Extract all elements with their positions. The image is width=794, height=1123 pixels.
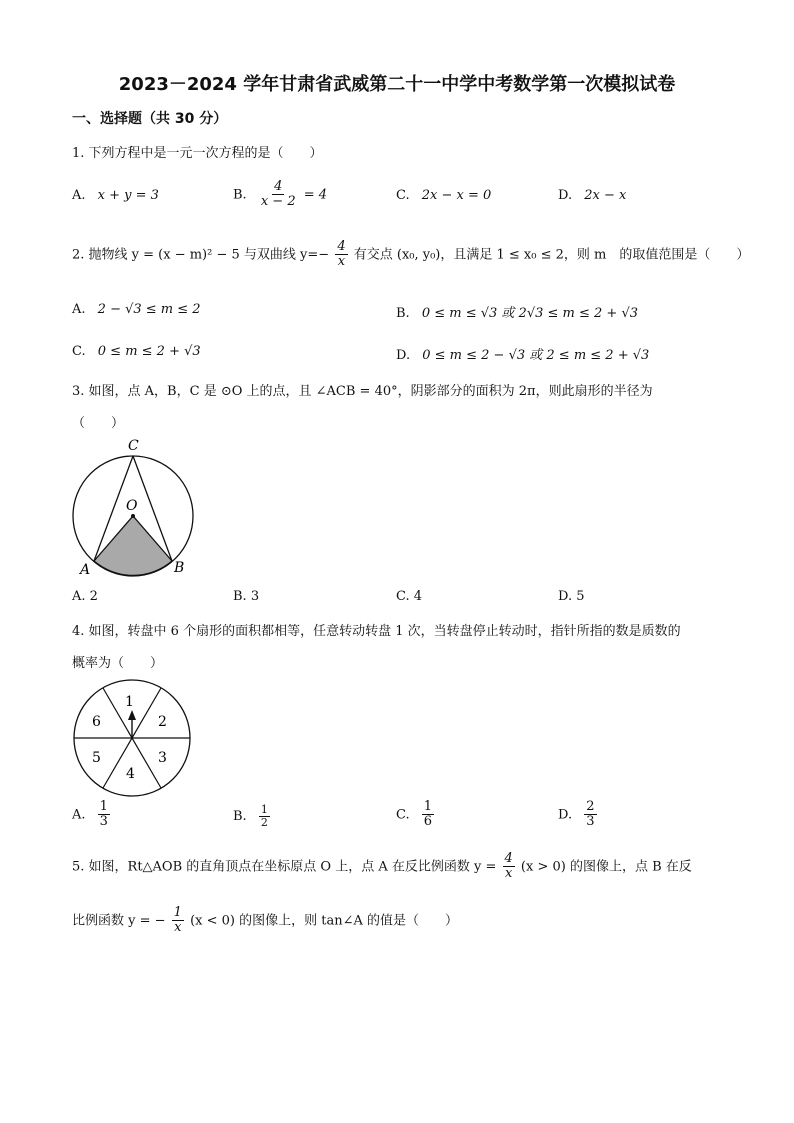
fraction-numerator: 1	[423, 799, 433, 814]
option-label: C.	[72, 344, 86, 359]
fraction-denominator: x	[174, 920, 182, 936]
fraction-numerator: 1	[173, 905, 182, 920]
question-4-stem: 4. 如图，转盘中 6 个扇形的面积都相等，任意转动转盘 1 次，当转盘停止转动时，指针所指的数是质数的	[72, 624, 681, 639]
fraction-numerator: 4	[274, 179, 283, 194]
option-label: A.	[72, 188, 86, 203]
option-text: 0 ≤ m ≤ √3 或 2√3 ≤ m ≤ 2 + √3	[421, 306, 639, 321]
sector-label: 4	[126, 766, 135, 782]
option-label: D.	[396, 348, 411, 363]
label-b: B	[174, 560, 185, 576]
sector-label: 2	[158, 714, 167, 730]
q3-option-a: A. 2	[72, 589, 98, 604]
fraction-numerator: 4	[504, 851, 513, 866]
question-2-stem	[72, 240, 749, 270]
question-3-stem-cont: （ ）	[72, 416, 125, 431]
q1-option-d	[558, 188, 626, 203]
sector-label: 6	[92, 714, 101, 730]
option-label: B.	[233, 187, 247, 203]
option-text: 0 ≤ m ≤ 2 − √3 或 2 ≤ m ≤ 2 + √3	[422, 348, 650, 363]
q4-option-b	[233, 804, 272, 829]
spinner-figure	[68, 676, 198, 800]
fraction	[335, 240, 347, 270]
option-label: D.	[558, 188, 573, 203]
question-5-stem-cont	[72, 906, 458, 936]
fraction	[422, 800, 434, 830]
circle-sector-figure	[68, 434, 198, 582]
fraction-numerator: 1	[99, 799, 108, 814]
option-label: A.	[72, 302, 86, 317]
stem-part: 有交点 (x₀, y₀)，且满足 1 ≤ x₀ ≤ 2，则 m 的取值范围是（ ）	[353, 247, 750, 263]
q4-option-d	[558, 800, 599, 830]
option-label: B.	[233, 809, 247, 825]
section-heading: 一、选择题（共 30 分）	[72, 111, 228, 127]
sector-label: 1	[125, 694, 134, 710]
option-text: 0 ≤ m ≤ 2 + √3	[97, 344, 201, 359]
fraction-denominator: x	[504, 866, 513, 882]
option-label: D.	[558, 807, 573, 823]
stem-part: (x > 0) 的图像上，点 B 在反	[520, 859, 692, 875]
fraction	[172, 906, 184, 936]
q4-option-a	[72, 800, 112, 830]
center-dot	[131, 514, 135, 518]
q3-option-b: B. 3	[233, 589, 260, 604]
pointer-arrow-icon	[128, 710, 136, 720]
label-c: C	[128, 438, 139, 454]
q1-option-a	[72, 188, 159, 203]
stem-part: 2. 抛物线 y = (x − m)² − 5 与双曲线 y=−	[72, 247, 330, 263]
q2-option-b	[396, 302, 638, 321]
option-label: A.	[72, 807, 86, 823]
fraction	[98, 800, 110, 830]
q2-option-a	[72, 302, 201, 317]
fraction-denominator: 3	[99, 814, 108, 830]
option-text: 2x − x = 0	[421, 188, 492, 203]
fraction-denominator: x − 2	[260, 194, 296, 210]
fraction-denominator: 3	[586, 814, 595, 830]
question-4-stem-cont: 概率为（ ）	[72, 656, 164, 671]
option-label: C.	[396, 807, 410, 823]
option-text: 2 − √3 ≤ m ≤ 2	[97, 302, 201, 317]
fraction	[259, 180, 298, 210]
label-o: O	[126, 498, 138, 514]
stem-part: 比例函数 y = −	[72, 913, 166, 929]
q2-option-d	[396, 344, 649, 363]
sector-label: 3	[158, 750, 167, 766]
question-1-stem: 1. 下列方程中是一元一次方程的是（ ）	[72, 146, 323, 161]
fraction-denominator: 6	[423, 814, 433, 830]
sector-label: 5	[92, 750, 101, 766]
fraction-numerator: 1	[260, 803, 268, 816]
fraction	[584, 800, 596, 830]
q3-option-c: C. 4	[396, 589, 423, 604]
shaded-sector	[94, 516, 172, 575]
question-5-stem	[72, 852, 692, 882]
q3-option-d: D. 5	[558, 589, 585, 604]
exam-title: 2023－2024 学年甘肃省武威第二十一中学中考数学第一次模拟试卷	[118, 74, 676, 95]
option-text: 2x − x	[584, 188, 627, 203]
question-3-stem: 3. 如图，点 A，B，C 是 ⊙O 上的点，且 ∠ACB = 40°，阴影部分的面积为 2π，则此扇形的半径为	[72, 384, 653, 399]
option-text: = 4	[303, 187, 328, 203]
q2-option-c	[72, 344, 201, 359]
fraction-numerator: 4	[337, 239, 346, 254]
fraction-denominator: 2	[260, 816, 268, 830]
stem-part: 5. 如图，Rt△AOB 的直角顶点在坐标原点 O 上，点 A 在反比例函数 y =	[72, 859, 497, 875]
option-label: B.	[396, 306, 410, 321]
label-a: A	[80, 562, 91, 578]
q1-option-b	[233, 180, 327, 210]
fraction	[503, 852, 515, 882]
option-label: C.	[396, 188, 410, 203]
stem-part: (x < 0) 的图像上，则 tan∠A 的值是（ ）	[190, 913, 459, 929]
fraction-denominator: x	[337, 254, 346, 270]
fraction	[259, 804, 270, 829]
q4-option-c	[396, 800, 436, 830]
q1-option-c	[396, 188, 491, 203]
fraction-numerator: 2	[586, 799, 595, 814]
option-text: x + y = 3	[97, 188, 159, 203]
